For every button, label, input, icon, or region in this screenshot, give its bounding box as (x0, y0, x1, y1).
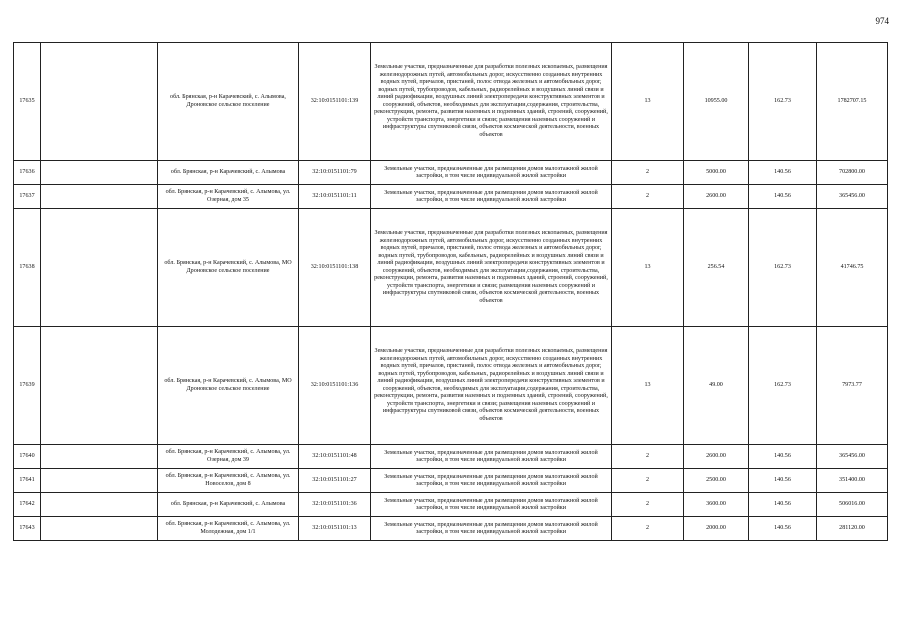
table-row (14, 43, 888, 161)
table-row (14, 517, 888, 541)
address-cell: обл. Брянская, р-н Карачевский, с. Алымова, ул. Озерная, дом 35 (158, 185, 299, 209)
specific-value-cell: 140.56 (749, 185, 817, 209)
cadastral-number-cell: 32:10:0151101:139 (299, 43, 371, 161)
area-cell: 256.54 (684, 209, 749, 327)
cadastral-value-cell: 41746.75 (817, 209, 888, 327)
table-row (14, 185, 888, 209)
address-cell: обл. Брянская, р-н Карачевский, с. Алымова, Дроновское сельское поселение (158, 43, 299, 161)
specific-value-cell: 162.73 (749, 209, 817, 327)
table-row (14, 327, 888, 445)
empty-cell (41, 209, 158, 327)
area-cell: 5000.00 (684, 161, 749, 185)
land-use-cell: Земельные участки, предназначенные для размещения домов малоэтажной жилой застройки, в том числе индивидуальной жилой застройки (371, 517, 612, 541)
land-use-cell: Земельные участки, предназначенные для размещения домов малоэтажной жилой застройки, в том числе индивидуальной жилой застройки (371, 185, 612, 209)
area-cell: 2600.00 (684, 185, 749, 209)
cadastral-number-cell: 32:10:0151101:27 (299, 469, 371, 493)
land-use-cell: Земельные участки, предназначенные для разработки полезных ископаемых, размещения железнодорожных путей, автомобильных дорог, искусственно созданных внутренних водных путей, причалов, пристаней, полос отвода железных и автомобильных дорог, водных путей, трубопроводов, кабельных, радиорелейных и воздушных линий связи и линий радиофикации, воздушных линий электропередачи конструктивных элементов и сооружений, объектов, необходимых для эксплуатации,содержания, строительства, реконструкции, ремонта, развития наземных и подземных зданий, строений, сооружений, устройств транспорта, энергетики и связи; размещения наземных сооружений и инфраструктуры спутниковой связи, объектов космической деятельности, военных объектов (371, 209, 612, 327)
area-cell: 3600.00 (684, 493, 749, 517)
specific-value-cell: 140.56 (749, 161, 817, 185)
address-cell: обл. Брянская, р-н Карачевский, с. Алымова, МО Дроновское сельское поселение (158, 209, 299, 327)
table-row (14, 493, 888, 517)
cadastral-value-cell: 1782707.15 (817, 43, 888, 161)
cadastral-value-cell: 365456.00 (817, 185, 888, 209)
record-number-cell: 17640 (14, 445, 41, 469)
address-cell: обл. Брянская, р-н Карачевский, с. Алымова (158, 493, 299, 517)
address-cell: обл. Брянская, р-н Карачевский, с. Алымова, ул. Молодежная, дом 1/1 (158, 517, 299, 541)
land-use-cell: Земельные участки, предназначенные для размещения домов малоэтажной жилой застройки, в том числе индивидуальной жилой застройки (371, 469, 612, 493)
cadastral-number-cell: 32:10:0151101:36 (299, 493, 371, 517)
use-type-code-cell: 2 (612, 185, 684, 209)
record-number-cell: 17641 (14, 469, 41, 493)
record-number-cell: 17635 (14, 43, 41, 161)
specific-value-cell: 140.56 (749, 493, 817, 517)
cadastral-number-cell: 32:10:0151101:138 (299, 209, 371, 327)
area-cell: 2600.00 (684, 445, 749, 469)
record-number-cell: 17637 (14, 185, 41, 209)
record-number-cell: 17639 (14, 327, 41, 445)
specific-value-cell: 140.56 (749, 517, 817, 541)
cadastral-value-cell: 351400.00 (817, 469, 888, 493)
record-number-cell: 17643 (14, 517, 41, 541)
cadastral-number-cell: 32:10:0151101:136 (299, 327, 371, 445)
table-row (14, 469, 888, 493)
table-row (14, 161, 888, 185)
empty-cell (41, 445, 158, 469)
specific-value-cell: 140.56 (749, 469, 817, 493)
address-cell: обл. Брянская, р-н Карачевский, с. Алымова (158, 161, 299, 185)
land-registry-table (13, 42, 888, 541)
use-type-code-cell: 2 (612, 161, 684, 185)
cadastral-value-cell: 506016.00 (817, 493, 888, 517)
use-type-code-cell: 13 (612, 209, 684, 327)
cadastral-number-cell: 32:10:0151101:79 (299, 161, 371, 185)
table-body (14, 43, 888, 541)
empty-cell (41, 161, 158, 185)
page-number: 974 (875, 16, 889, 26)
address-cell: обл. Брянская, р-н Карачевский, с. Алымова, ул. Озерная, дом 39 (158, 445, 299, 469)
record-number-cell: 17636 (14, 161, 41, 185)
cadastral-value-cell: 365456.00 (817, 445, 888, 469)
record-number-cell: 17642 (14, 493, 41, 517)
cadastral-number-cell: 32:10:0151101:48 (299, 445, 371, 469)
area-cell: 2500.00 (684, 469, 749, 493)
empty-cell (41, 327, 158, 445)
specific-value-cell: 162.73 (749, 43, 817, 161)
address-cell: обл. Брянская, р-н Карачевский, с. Алымова, МО Дроновское сельское поселение (158, 327, 299, 445)
land-use-cell: Земельные участки, предназначенные для разработки полезных ископаемых, размещения железнодорожных путей, автомобильных дорог, искусственно созданных внутренних водных путей, причалов, пристаней, полос отвода железных и автомобильных дорог, водных путей, трубопроводов, кабельных, радиорелейных и воздушных линий связи и линий радиофикации, воздушных линий электропередачи конструктивных элементов и сооружений, объектов, необходимых для эксплуатации,содержания, строительства, реконструкции, ремонта, развития наземных и подземных зданий, строений, сооружений, устройств транспорта, энергетики и связи; размещения наземных сооружений и инфраструктуры спутниковой связи, объектов космической деятельности, военных объектов (371, 327, 612, 445)
area-cell: 49.00 (684, 327, 749, 445)
specific-value-cell: 140.56 (749, 445, 817, 469)
use-type-code-cell: 13 (612, 327, 684, 445)
empty-cell (41, 493, 158, 517)
cadastral-value-cell: 7973.77 (817, 327, 888, 445)
table-row (14, 445, 888, 469)
address-cell: обл. Брянская, р-н Карачевский, с. Алымова, ул. Новоселов, дом 8 (158, 469, 299, 493)
land-use-cell: Земельные участки, предназначенные для размещения домов малоэтажной жилой застройки, в том числе индивидуальной жилой застройки (371, 493, 612, 517)
table-row (14, 209, 888, 327)
empty-cell (41, 185, 158, 209)
empty-cell (41, 469, 158, 493)
use-type-code-cell: 2 (612, 469, 684, 493)
use-type-code-cell: 2 (612, 493, 684, 517)
land-use-cell: Земельные участки, предназначенные для размещения домов малоэтажной жилой застройки, в том числе индивидуальной жилой застройки (371, 445, 612, 469)
cadastral-number-cell: 32:10:0151101:13 (299, 517, 371, 541)
cadastral-number-cell: 32:10:0151101:11 (299, 185, 371, 209)
empty-cell (41, 517, 158, 541)
land-use-cell: Земельные участки, предназначенные для разработки полезных ископаемых, размещения железнодорожных путей, автомобильных дорог, искусственно созданных внутренних водных путей, причалов, пристаней, полос отвода железных и автомобильных дорог, водных путей, трубопроводов, кабельных, радиорелейных и воздушных линий связи и линий радиофикации, воздушных линий электропередачи конструктивных элементов и сооружений, объектов, необходимых для эксплуатации,содержания, строительства, реконструкции, ремонта, развития наземных и подземных зданий, строений, сооружений, устройств транспорта, энергетики и связи; размещения наземных сооружений и инфраструктуры спутниковой связи, объектов космической деятельности, военных объектов (371, 43, 612, 161)
use-type-code-cell: 2 (612, 517, 684, 541)
use-type-code-cell: 2 (612, 445, 684, 469)
specific-value-cell: 162.73 (749, 327, 817, 445)
use-type-code-cell: 13 (612, 43, 684, 161)
land-use-cell: Земельные участки, предназначенные для размещения домов малоэтажной жилой застройки, в том числе индивидуальной жилой застройки (371, 161, 612, 185)
cadastral-value-cell: 702800.00 (817, 161, 888, 185)
cadastral-value-cell: 281120.00 (817, 517, 888, 541)
area-cell: 2000.00 (684, 517, 749, 541)
record-number-cell: 17638 (14, 209, 41, 327)
empty-cell (41, 43, 158, 161)
area-cell: 10955.00 (684, 43, 749, 161)
